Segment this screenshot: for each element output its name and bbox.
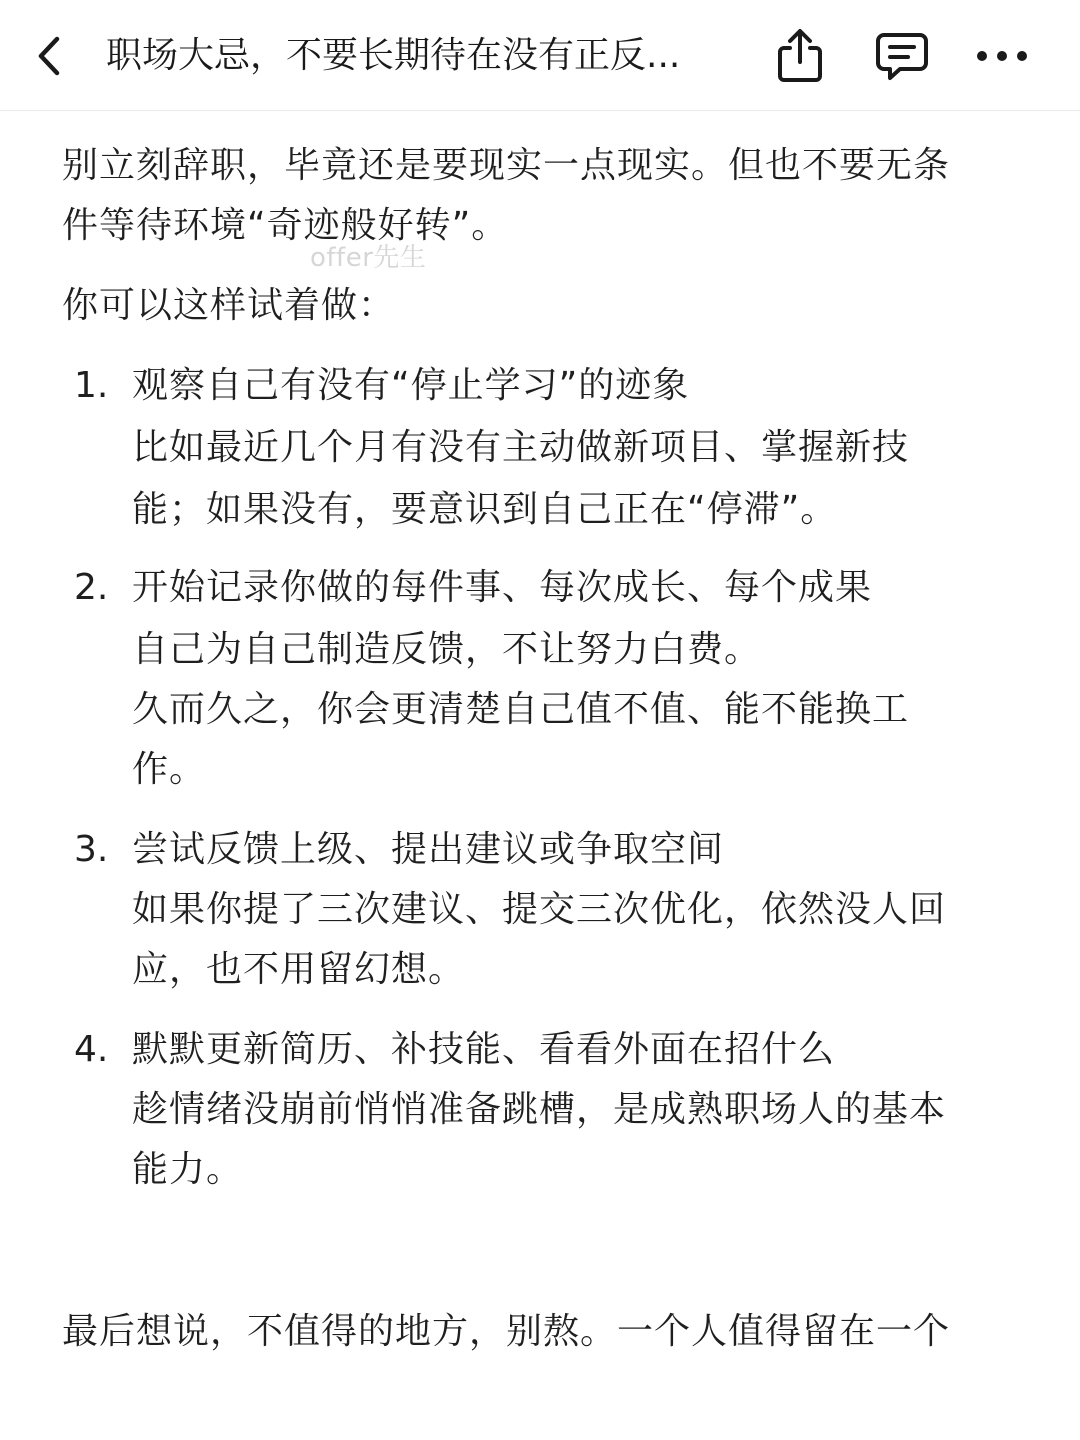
page-title: 职场大忌，不要长期待在没有正反...	[106, 35, 681, 76]
item-number: 2.	[74, 567, 109, 608]
item-text: 作。	[132, 749, 207, 790]
watermark: offer先生	[310, 243, 427, 273]
item-text: 自己为自己制造反馈，不让努力白费。	[132, 629, 762, 670]
item-text: 能力。	[132, 1149, 244, 1190]
item-heading: 默默更新简历、补技能、看看外面在招什么	[132, 1029, 836, 1070]
item-text: 趁情绪没崩前悄悄准备跳槽，是成熟职场人的基本	[132, 1089, 947, 1130]
item-heading: 开始记录你做的每件事、每次成长、每个成果	[132, 567, 873, 608]
item-heading: 观察自己有没有“停止学习”的迹象	[132, 365, 690, 406]
item-text: 能；如果没有，要意识到自己正在“停滞”。	[132, 489, 838, 530]
item-text: 应，也不用留幻想。	[132, 949, 466, 990]
intro-line-1: 别立刻辞职，毕竟还是要现实一点现实。但也不要无条	[62, 145, 951, 186]
item-text: 如果你提了三次建议、提交三次优化，依然没人回	[132, 889, 947, 930]
item-number: 4.	[74, 1029, 109, 1070]
closing-text: 最后想说，不值得的地方，别熬。一个人值得留在一个	[62, 1311, 951, 1352]
item-text: 比如最近几个月有没有主动做新项目、掌握新技	[132, 427, 910, 468]
item-text: 久而久之，你会更清楚自己值不值、能不能换工	[132, 689, 910, 730]
item-number: 1.	[74, 365, 109, 406]
intro-line-2: 件等待环境“奇迹般好转”。	[62, 205, 509, 246]
item-number: 3.	[74, 829, 109, 870]
lead-text: 你可以这样试着做：	[62, 285, 396, 326]
item-heading: 尝试反馈上级、提出建议或争取空间	[132, 829, 725, 870]
